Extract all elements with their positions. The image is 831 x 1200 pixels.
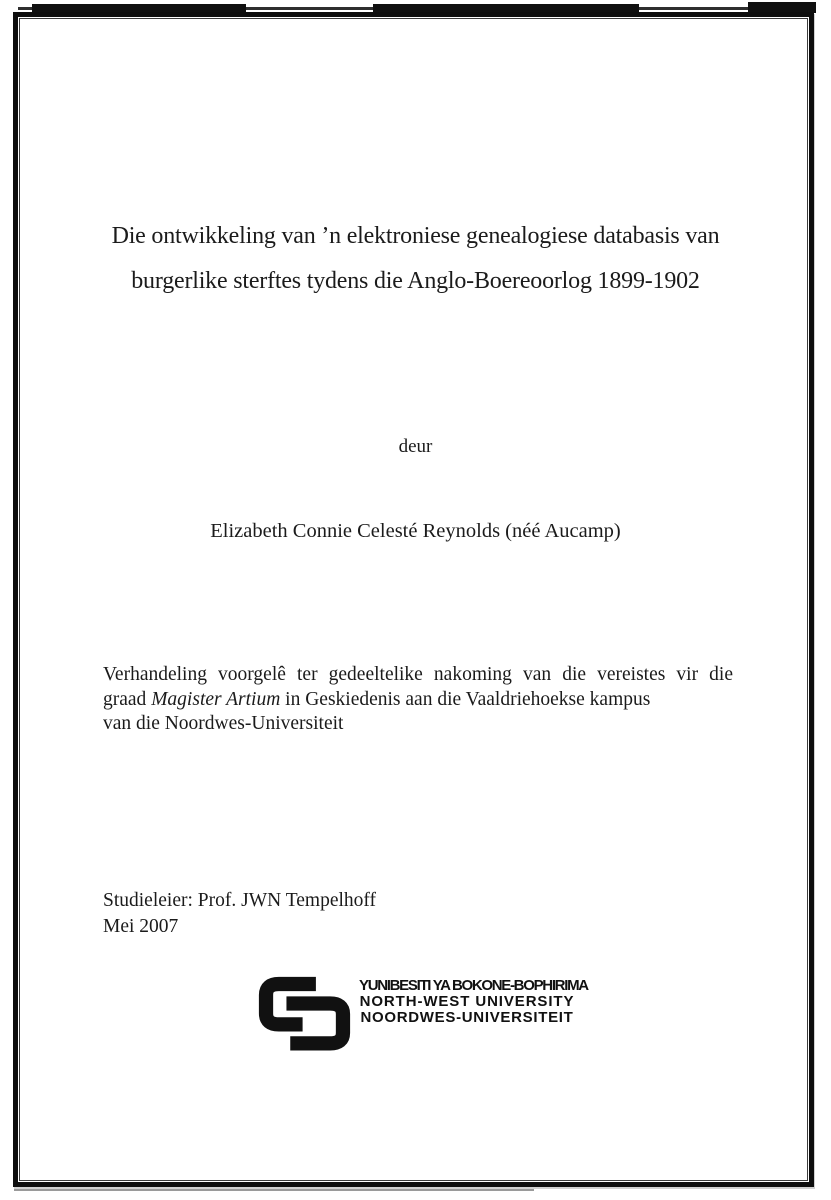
- logo-line-afrikaans: NOORDWES-UNIVERSITEIT: [360, 1009, 574, 1026]
- thesis-title-line-2: burgerlike sterftes tydens die Anglo-Boereoorlog 1899-1902: [131, 268, 700, 294]
- university-logo-text: [359, 975, 588, 1026]
- statement-line-3: van die Noordwes-Universiteit: [103, 713, 344, 734]
- submission-statement: [103, 663, 733, 737]
- statement-line-2-pre: graad: [103, 688, 152, 710]
- logo-line-english: NORTH-WEST UNIVERSITY: [359, 993, 575, 1010]
- thesis-title: [0, 214, 831, 304]
- statement-line-2-post: in Geskiedenis aan die Vaaldriehoekse kampus: [280, 688, 651, 710]
- scan-artifact: [14, 1189, 534, 1191]
- byline: deur: [398, 436, 433, 457]
- scan-artifact: [373, 4, 639, 12]
- degree-name: Magister Artium: [151, 688, 281, 710]
- supervisor-line: Studieleier: Prof. JWN Tempelhoff: [103, 890, 377, 911]
- university-logo: [256, 975, 588, 1051]
- author-name: Elizabeth Connie Celesté Reynolds (néé Aucamp): [210, 520, 621, 542]
- nwu-interlocking-links-icon: [256, 975, 353, 1051]
- thesis-title-line-1: Die ontwikkeling van ’n elektroniese genealogiese databasis van: [111, 223, 720, 249]
- logo-line-setswana: YUNIBESITI YA BOKONE-BOPHIRIMA: [359, 977, 588, 994]
- statement-line-2: [103, 688, 733, 713]
- supervisor-block: [103, 888, 376, 939]
- date-line: Mei 2007: [103, 915, 179, 937]
- scan-artifact: [32, 4, 246, 12]
- statement-line-1: Verhandeling voorgelê ter gedeeltelike nakoming van die vereistes vir die: [103, 664, 733, 685]
